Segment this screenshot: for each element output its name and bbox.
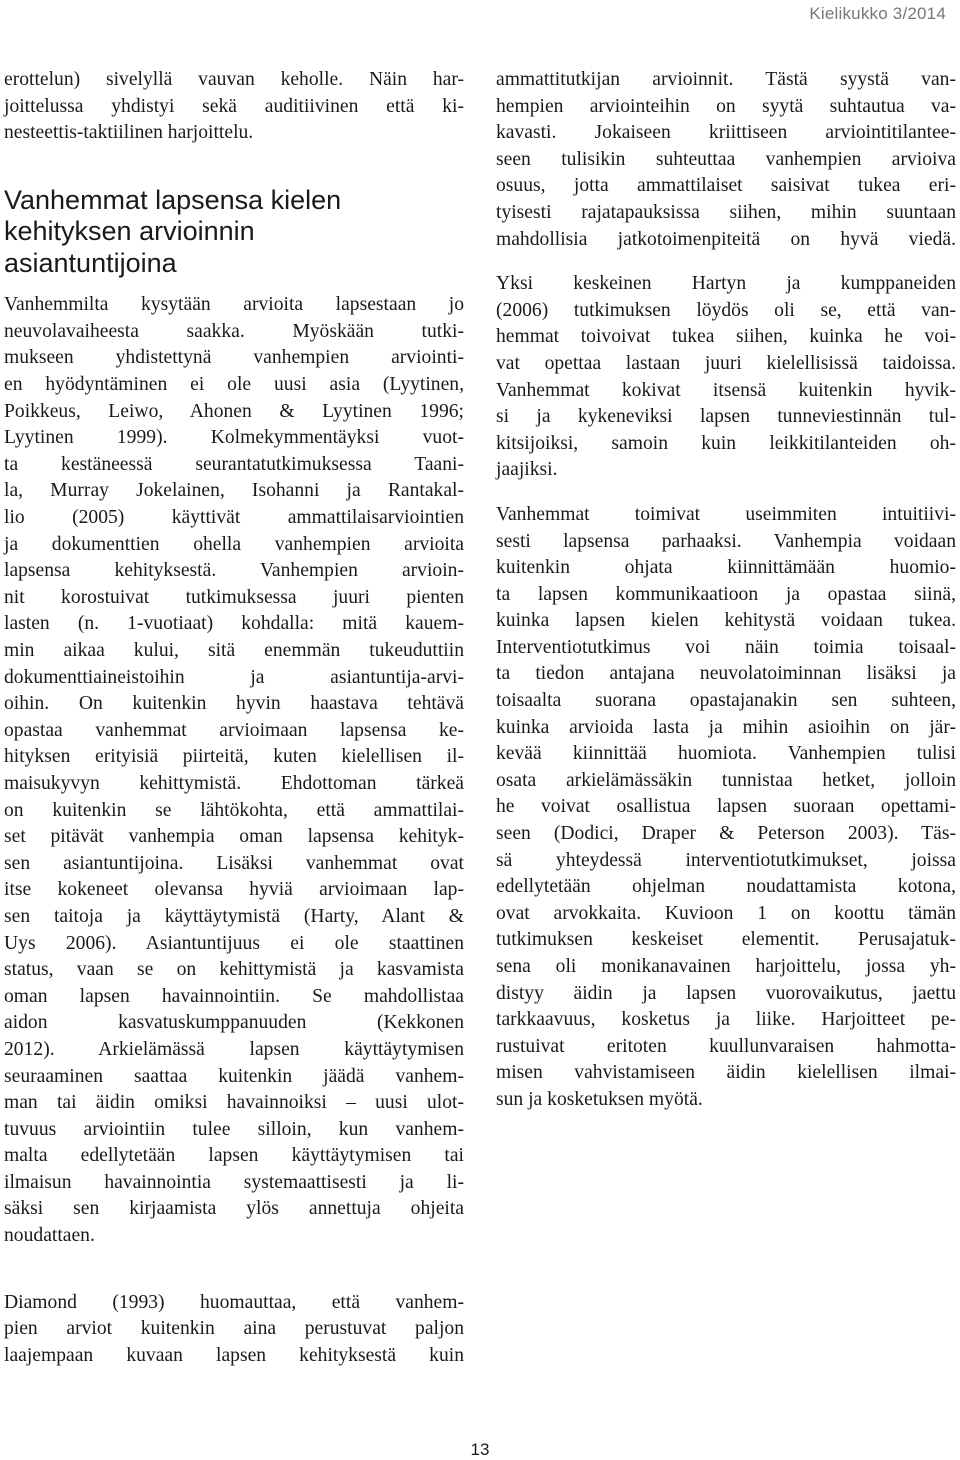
text-line: on kuitenkin se lähtökohta, että ammattilai- xyxy=(4,799,464,821)
text-line: man tai äidin omiksi havainnoiksi – uusi ulot- xyxy=(4,1092,464,1114)
text-line: opastaa vanhemmat arvioimaan lapsensa ke- xyxy=(4,719,464,741)
text-line: Yksi keskeinen Hartyn ja kumppaneiden xyxy=(496,273,956,295)
text-line: en hyödyntäminen ei ole uusi asia (Lyytinen, xyxy=(4,374,464,396)
body-paragraph-5 xyxy=(496,502,956,1114)
text-line: joittelussa yhdistyi sekä auditiivinen että ki- xyxy=(4,95,464,117)
text-line: sesti lapsensa parhaaksi. Vanhempia voidaan xyxy=(496,530,956,552)
text-line: oihin. On kuitenkin hyvin haastava tehtävä xyxy=(4,693,464,715)
text-line: toisaalta suorana opastajanakin sen suhteen, xyxy=(496,690,956,712)
text-line: seuraaminen saattaa kuitenkin jäädä vanhem- xyxy=(4,1065,464,1087)
text-line: kavasti. Jokaiseen kriittiseen arviointitilantee- xyxy=(496,122,956,144)
text-line: itse kokeneet olevansa hyviä arvioimaan lap- xyxy=(4,879,464,901)
text-line: tutkimuksen keskeiset elementit. Perusajatuk- xyxy=(496,929,956,951)
heading-line: kehityksen arvioinnin xyxy=(4,216,255,247)
body-paragraph-2 xyxy=(4,1290,464,1370)
text-line: seen (Dodici, Draper & Peterson 2003). Täs- xyxy=(496,823,956,845)
text-line: ta lapsen kommunikaatioon ja opastaa siinä, xyxy=(496,583,956,605)
text-line: misen vahvistamiseen äidin kielellisen ilmai- xyxy=(496,1062,956,1084)
text-line: sen asiantuntijoina. Lisäksi vanhemmat ovat xyxy=(4,852,464,874)
text-line: laajempaan kuvaan lapsen kehityksestä kuin xyxy=(4,1344,464,1366)
text-line: noudattaen. xyxy=(4,1225,95,1247)
body-paragraph-4 xyxy=(496,271,956,484)
text-line: sen taitoja ja käyttäytymistä (Harty, Alant & xyxy=(4,905,464,927)
text-line: la, Murray Jokelainen, Isohanni ja Rantakal- xyxy=(4,480,464,502)
text-line: Uys 2006). Asiantuntijuus ei ole staattinen xyxy=(4,932,464,954)
text-line: kitsijoiksi, samoin kuin leikkitilanteiden oh- xyxy=(496,432,956,454)
running-header: Kielikukko 3/2014 xyxy=(809,4,946,23)
text-line: Lyytinen 1999). Kolmekymmentäyksi vuot- xyxy=(4,427,464,449)
text-line: mukseen yhdistettynä vanhempien arviointi- xyxy=(4,347,464,369)
text-line: maisukyvyn kehittymistä. Ehdottoman tärkeä xyxy=(4,772,464,794)
text-line: kevää kiinnittää huomiota. Vanhempien tulisi xyxy=(496,743,956,765)
text-line: Vanhemmilta kysytään arvioita lapsestaan jo xyxy=(4,294,464,316)
text-line: dokumenttiaineistoihin ja asiantuntija-arvi- xyxy=(4,666,464,688)
text-line: si ja kykeneviksi lapsen tunneviestinnän tul- xyxy=(496,406,956,428)
text-line: ilmaisun havainnointia systemaattisesti ja li- xyxy=(4,1171,464,1193)
text-line: osata arkielämässäkin tunnistaa hetket, jolloin xyxy=(496,769,956,791)
text-line: hityksen erityisiä piirteitä, kuten kielellisen il- xyxy=(4,746,464,768)
text-line: kuinka lapsen kielen kehitystä voidaan tukea. xyxy=(496,610,956,632)
text-line: nesteettis-taktiilinen harjoittelu. xyxy=(4,122,254,144)
intro-paragraph xyxy=(4,67,464,147)
body-paragraph-1 xyxy=(4,292,464,1249)
text-line: status, vaan se on kehittymistä ja kasvamista xyxy=(4,959,464,981)
text-line: lasten (n. 1-vuotiaat) kohdalla: mitä kauem- xyxy=(4,613,464,635)
text-line: sä yhteydessä interventiotutkimukset, joissa xyxy=(496,849,956,871)
text-line: 2012). Arkielämässä lapsen käyttäytymisen xyxy=(4,1038,464,1060)
text-line: kuinka arvioida lasta ja mihin asioihin on jär- xyxy=(496,716,956,738)
text-line: malta edellytetään lapsen käyttäytymisen tai xyxy=(4,1145,464,1167)
text-line: tuvuus arviointiin tulee silloin, kun vanhem- xyxy=(4,1118,464,1140)
text-line: Vanhemmat kokivat itsensä kuitenkin hyvik- xyxy=(496,379,956,401)
left-column xyxy=(4,67,464,1369)
text-line: ja dokumenttien ohella vanhempien arvioita xyxy=(4,533,464,555)
text-line: seen tulisikin suhteuttaa vanhempien arvioiva xyxy=(496,148,956,170)
text-line: min aikaa kului, sitä enemmän tukeuduttiin xyxy=(4,640,464,661)
text-line: nit korostuivat tutkimuksessa juuri pienten xyxy=(4,586,464,608)
section-heading xyxy=(4,185,464,280)
text-line: osuus, jotta ammattilaiset saisivat tukea eri- xyxy=(496,175,956,197)
text-line: säksi sen kirjaamista ylös annettuja ohjeita xyxy=(4,1198,464,1220)
body-paragraph-3 xyxy=(496,67,956,253)
text-line: distyy äidin ja lapsen vuorovaikutus, jaettu xyxy=(496,982,956,1004)
text-line: Interventiotutkimus voi näin toimia toisaal- xyxy=(496,636,956,658)
heading-line: asiantuntijoina xyxy=(4,247,177,278)
text-line: ta kestäneessä seurantatutkimuksessa Taani- xyxy=(4,453,464,475)
paragraph-gap xyxy=(496,484,956,502)
text-line: set pitävät vanhempia oman lapsensa kehityk- xyxy=(4,826,464,848)
text-line: Diamond (1993) huomauttaa, että vanhem- xyxy=(4,1291,464,1313)
text-line: hempien arviointeihin on syytä suhtautua va- xyxy=(496,95,956,117)
page-number: 13 xyxy=(470,1440,490,1459)
text-line: sena oli monikanavainen harjoittelu, jossa yh- xyxy=(496,956,956,977)
text-line: lio (2005) käyttivät ammattilaisarviointien xyxy=(4,507,464,529)
text-line: ovat arvokkaita. Kuvioon 1 on koottu tämän xyxy=(496,902,956,924)
text-line: ammattitutkijan arvioinnit. Tästä syystä van- xyxy=(496,69,956,90)
text-line: Vanhemmat toimivat useimmiten intuitiivi- xyxy=(496,503,956,525)
text-line: pien arviot kuitenkin aina perustuvat paljon xyxy=(4,1318,464,1340)
text-line: edellytetään ohjelman noudattamista kotona, xyxy=(496,876,956,898)
text-line: sun ja kosketuksen myötä. xyxy=(496,1088,703,1110)
text-line: oman lapsen havainnointiin. Se mahdollistaa xyxy=(4,985,464,1007)
text-line: tarkkaavuus, kosketus ja liike. Harjoitteet pe- xyxy=(496,1009,956,1031)
text-line: neuvolavaiheesta saakka. Myöskään tutki- xyxy=(4,320,464,342)
text-line: hemmat toivoivat tukea siihen, kuinka he voi- xyxy=(496,326,956,348)
paragraph-gap xyxy=(496,253,956,271)
text-line: ta tiedon antajana neuvolatoiminnan lisäksi ja xyxy=(496,663,956,685)
text-line: rustuivat eritoten kuullunvaraisen hahmotta- xyxy=(496,1035,956,1057)
text-line: tyisesti rajatapauksissa siihen, mihin suuntaan xyxy=(496,201,956,223)
text-line: Poikkeus, Leiwo, Ahonen & Lyytinen 1996; xyxy=(4,400,464,422)
text-line: (2006) tutkimuksen löydös oli se, että van- xyxy=(496,299,956,321)
text-line: he voivat osallistua lapsen suoraan opettami- xyxy=(496,796,956,818)
text-line: erottelun) sivelyllä vauvan keholle. Näin har- xyxy=(4,69,464,90)
text-line: vat opettaa lastaan juuri kielellisissä taidoissa. xyxy=(496,352,956,374)
text-line: mahdollisia jatkotoimenpiteitä on hyvä viedä. xyxy=(496,228,956,250)
heading-line: Vanhemmat lapsensa kielen xyxy=(4,184,342,215)
text-line: kuitenkin ohjata kiinnittämään huomio- xyxy=(496,557,956,579)
text-line: aidon kasvatuskumppanuuden (Kekkonen xyxy=(4,1012,464,1034)
text-line: jaajiksi. xyxy=(496,459,558,481)
right-column xyxy=(496,67,956,1114)
text-line: lapsensa kehityksestä. Vanhempien arvioin- xyxy=(4,560,464,582)
paragraph-gap xyxy=(4,1250,464,1290)
